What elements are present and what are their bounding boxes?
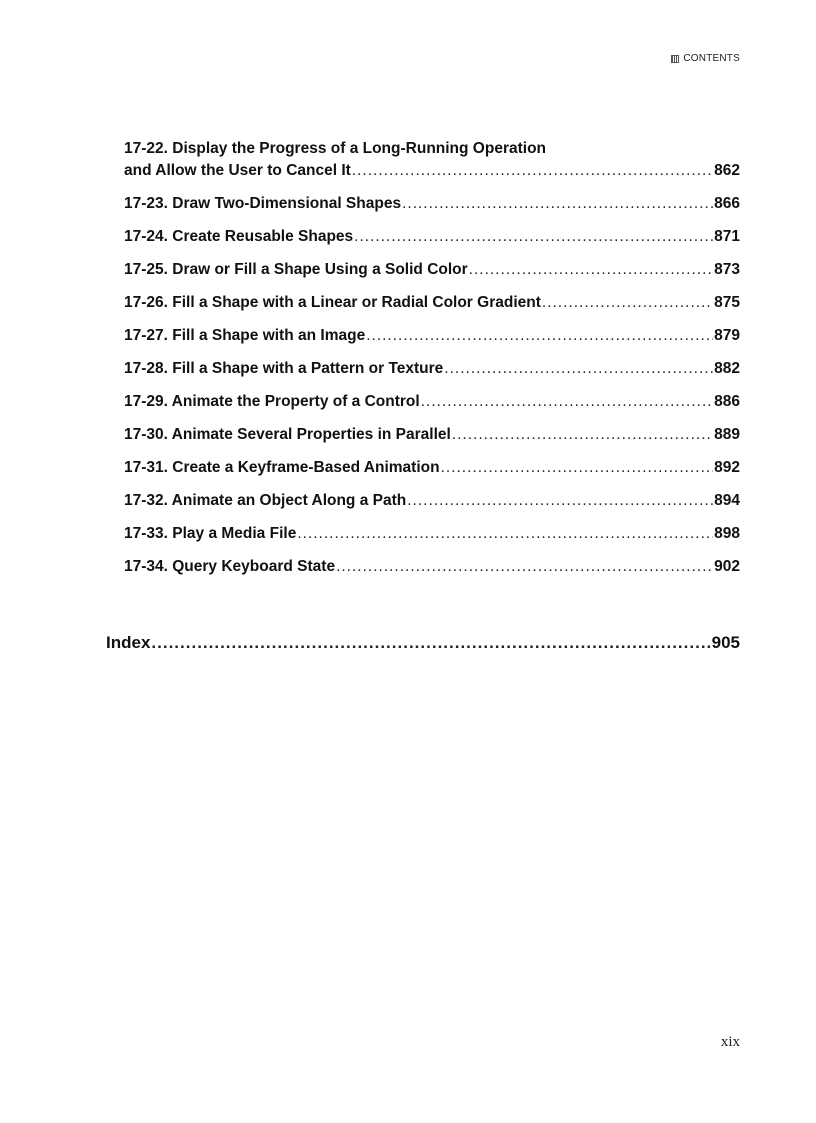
toc-entry-page: 873 (714, 261, 740, 278)
toc-entry-17-26[interactable] (124, 292, 740, 314)
dot-leader (542, 292, 713, 314)
toc-entry-title: 17-24. Create Reusable Shapes (124, 228, 354, 245)
toc-list (124, 138, 740, 589)
dot-leader (352, 160, 713, 182)
toc-entry-17-33[interactable] (124, 523, 740, 545)
toc-entry-page: 902 (714, 558, 740, 575)
index-page: 905 (711, 633, 740, 652)
toc-entry-index[interactable] (106, 632, 740, 654)
page-number: xix (720, 1034, 740, 1050)
dot-leader (441, 457, 714, 479)
toc-entry-title: 17-34. Query Keyboard State (124, 558, 336, 575)
toc-entry-title: 17-32. Animate an Object Along a Path (124, 492, 407, 509)
toc-entry-page: 882 (714, 360, 740, 377)
toc-entry-17-34[interactable] (124, 556, 740, 578)
toc-entry-17-22[interactable] (124, 138, 740, 182)
index-title: Index (106, 633, 151, 652)
dot-leader (469, 259, 713, 281)
dot-leader (297, 523, 713, 545)
running-header (671, 53, 740, 64)
toc-entry-title: 17-23. Draw Two-Dimensional Shapes (124, 195, 402, 212)
toc-entry-page: 898 (714, 525, 740, 542)
toc-entry-17-31[interactable] (124, 457, 740, 479)
toc-entry-page: 894 (714, 492, 740, 509)
toc-entry-17-24[interactable] (124, 226, 740, 248)
toc-entry-title-line1: 17-22. Display the Progress of a Long-Running Operation (124, 140, 547, 157)
toc-entry-title: 17-31. Create a Keyframe-Based Animation (124, 459, 440, 476)
dot-leader (336, 556, 713, 578)
toc-entry-title: 17-26. Fill a Shape with a Linear or Radial Color Gradient (124, 294, 541, 311)
dot-leader (354, 226, 713, 248)
toc-entry-17-28[interactable] (124, 358, 740, 380)
dot-leader (452, 424, 713, 446)
toc-entry-17-27[interactable] (124, 325, 740, 347)
dot-leader (366, 325, 713, 347)
toc-entry-title: and Allow the User to Cancel It (124, 162, 351, 179)
section-marker-icon (671, 55, 679, 63)
dot-leader (151, 632, 710, 654)
toc-entry-title: 17-25. Draw or Fill a Shape Using a Solid Color (124, 261, 468, 278)
toc-entry-title: 17-28. Fill a Shape with a Pattern or Texture (124, 360, 444, 377)
toc-entry-page: 871 (714, 228, 740, 245)
toc-entry-page: 866 (714, 195, 740, 212)
dot-leader (407, 490, 713, 512)
toc-entry-17-25[interactable] (124, 259, 740, 281)
toc-entry-17-32[interactable] (124, 490, 740, 512)
toc-entry-title: 17-33. Play a Media File (124, 525, 297, 542)
toc-entry-17-29[interactable] (124, 391, 740, 413)
toc-entry-page: 889 (714, 426, 740, 443)
dot-leader (444, 358, 713, 380)
header-section-label: CONTENTS (683, 53, 740, 64)
toc-entry-page: 879 (714, 327, 740, 344)
dot-leader (402, 193, 713, 215)
toc-entry-page: 875 (714, 294, 740, 311)
toc-entry-page: 886 (714, 393, 740, 410)
toc-entry-title: 17-27. Fill a Shape with an Image (124, 327, 366, 344)
toc-entry-page: 862 (714, 162, 740, 179)
toc-entry-page: 892 (714, 459, 740, 476)
dot-leader (421, 391, 713, 413)
toc-entry-title: 17-30. Animate Several Properties in Parallel (124, 426, 451, 443)
toc-entry-title: 17-29. Animate the Property of a Control (124, 393, 420, 410)
toc-entry-17-23[interactable] (124, 193, 740, 215)
toc-entry-17-30[interactable] (124, 424, 740, 446)
